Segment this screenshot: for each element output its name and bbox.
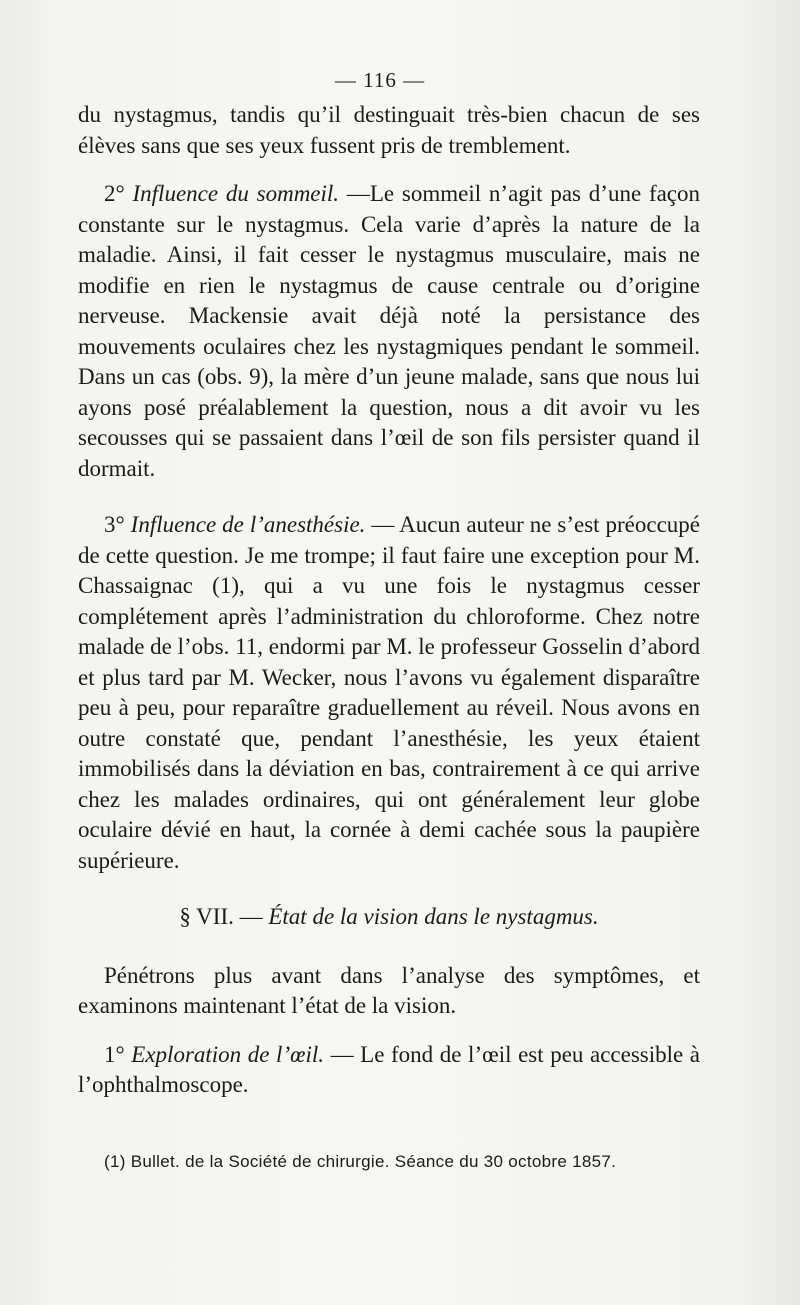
eye-heading: Exploration de l’œil.: [131, 1041, 324, 1067]
sleep-number: 2°: [104, 181, 125, 206]
paragraph-eye-exploration: [78, 1040, 700, 1101]
sleep-heading: Influence du sommeil.: [132, 181, 340, 206]
anesthesia-dash: —: [371, 512, 395, 537]
anesthesia-heading: Influence de l’anesthésie.: [130, 512, 366, 537]
section-heading: [78, 902, 700, 933]
paragraph-vision-intro: Pénétrons plus avant dans l’analyse des symptômes, et examinons maintenant l’état de la vision.: [78, 962, 700, 1018]
eye-text: Le fond de l’œil est peu accessible à l’ophthalmoscope.: [78, 1041, 701, 1097]
page-number: — 116 —: [334, 68, 426, 92]
sleep-dash: —: [346, 181, 370, 206]
paragraph-continuation: du nystagmus, tandis qu’il destinguait très-bien chacun de ses élèves sans que ses yeux fussent pris de tremblement.: [78, 102, 700, 158]
eye-dash: —: [330, 1041, 354, 1067]
anesthesia-number: 3°: [104, 512, 125, 537]
eye-number: 1°: [104, 1041, 125, 1067]
section-title: État de la vision dans le nystagmus.: [268, 904, 599, 929]
footnote: (1) Bullet. de la Société de chirurgie. Séance du 30 octobre 1857.: [104, 1152, 617, 1171]
paragraph-sleep: [78, 179, 700, 484]
body-text: [78, 100, 700, 1111]
anesthesia-text: Aucun auteur ne s’est préoccupé de cette question. Je me trompe; il faut faire une exception pour M. Chassaignac (1), qui a vu une fois le nystagmus cesser complétement après l’administration du chloroforme. Chez notre malade de l’obs. 11, endormi par M. le professeur Gosselin d’abord et plus tard par M. Wecker, nous l’avons vu également disparaître peu à peu, pour reparaître graduellement au réveil. Nous avons en outre constaté que, pendant l’anesthésie, les yeux étaient immobilisés dans la déviation en bas, contrairement à ce qui arrive chez les malades ordinaires, qui ont généralement leur globe oculaire dévié en haut, la cornée à demi cachée sous la paupière supérieure.: [78, 512, 701, 873]
paragraph-anesthesia: [78, 510, 700, 876]
sleep-text: Le sommeil n’agit pas d’une façon constante sur le nystagmus. Cela varie d’après la nature de la maladie. Ainsi, il fait cesser le nystagmus musculaire, mais ne modifie en rien le nystagmus de cause centrale ou d’origine nerveuse. Mackensie avait déjà noté la persistance des mouvements oculaires chez les nystagmiques pendant le sommeil. Dans un cas (obs. 9), la mère d’un jeune malade, sans que nous lui ayons posé préalablement la question, nous a dit avoir vu les secousses qui se passaient dans l’œil de son fils persister quand il dormait.: [78, 181, 701, 481]
section-number: § VII. —: [179, 904, 263, 929]
